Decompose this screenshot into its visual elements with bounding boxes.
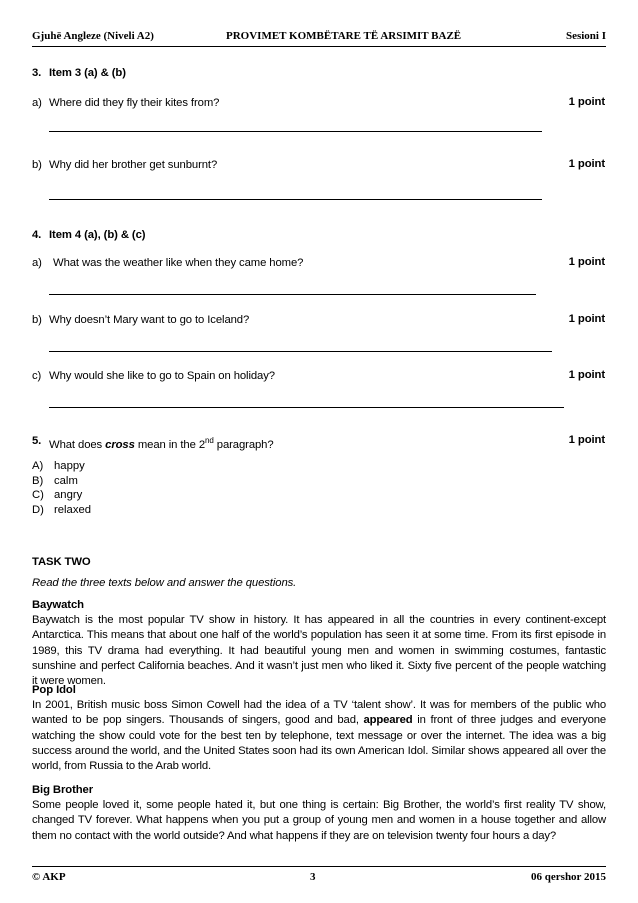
q3b-letter: b) (32, 159, 42, 171)
q4b-answer-line[interactable] (49, 351, 552, 352)
baywatch-text: Baywatch is the most popular TV show in history. It has appeared in all the countries in every continent-except Antarctica. This means that about one half of the world’s population has seen it at some time. From its first episode in 1989, this TV drama had everything. It had beautiful young men and women in swimming costumes, fantastic sunshine and perfect California beaches. And it wasn’t just men who liked it. Sixty five percent of the people watching it were women. (32, 614, 606, 688)
footer-rule (32, 866, 606, 867)
q3a-points: 1 point (568, 96, 605, 108)
q5-option-c[interactable]: C) angry (32, 489, 83, 501)
task-two-instruction: Read the three texts below and answer the questions. (32, 577, 297, 589)
q3b-answer-line[interactable] (49, 199, 542, 200)
popidol-bold-word: appeared (363, 714, 413, 727)
q3b-question: Why did her brother get sunburnt? (49, 159, 218, 171)
q4c-letter: c) (32, 370, 42, 382)
bigbrother-title: Big Brother (32, 784, 94, 796)
bigbrother-text: Some people loved it, some people hated it, but one thing is certain: Big Brother, the world’s first reality TV show, changed TV forever. What happens when you put a group of young men and women in a house together and allow them no contact with the world outside? And what happens if they are on television twenty four hours a day? (32, 799, 606, 842)
q4c-points: 1 point (568, 369, 605, 381)
q4b-letter: b) (32, 314, 42, 326)
q4-heading: Item 4 (a), (b) & (c) (49, 229, 146, 241)
q5-option-b[interactable]: B) calm (32, 474, 78, 487)
q5-points: 1 point (568, 434, 605, 446)
q5-question: What does cross mean in the 2nd paragraph? (49, 436, 274, 451)
q4b-question: Why doesn’t Mary want to go to Iceland? (49, 314, 250, 326)
q5-number: 5. (32, 435, 42, 447)
footer-page-number: 3 (310, 871, 316, 883)
footer-copyright: © AKP (32, 871, 66, 883)
q3-number: 3. (32, 67, 42, 79)
q4a-answer-line[interactable] (49, 294, 536, 295)
task-two-title: TASK TWO (32, 556, 91, 568)
page-footer (32, 871, 606, 887)
baywatch-title: Baywatch (32, 599, 84, 611)
q3-heading: Item 3 (a) & (b) (49, 67, 126, 79)
header-subject: Gjuhë Angleze (Niveli A2) (32, 30, 154, 42)
q4a-question: What was the weather like when they came home? (53, 257, 304, 269)
header-exam-title: PROVIMET KOMBËTARE TË ARSIMIT BAZË (226, 30, 462, 42)
q3b-points: 1 point (568, 158, 605, 170)
footer-date: 06 qershor 2015 (531, 871, 606, 883)
popidol-title: Pop Idol (32, 684, 76, 696)
q4c-question: Why would she like to go to Spain on holiday? (49, 370, 275, 382)
q5-key-word: cross (105, 438, 135, 451)
header-session: Sesioni I (565, 30, 606, 42)
q3a-answer-line[interactable] (49, 131, 542, 132)
q4a-points: 1 point (568, 256, 605, 268)
q5-option-d[interactable]: D) relaxed (32, 503, 92, 516)
q3a-letter: a) (32, 97, 42, 109)
q4-number: 4. (32, 229, 42, 241)
header-rule (32, 46, 606, 47)
popidol-text: In 2001, British music boss Simon Cowell had the idea of a TV ‘talent show’. It was for members of the public who wanted to be pop singers. Thousands of singers, good and bad, appeared in front of three judges and everyone watching the show could vote for the best ten by telephone, text message or over the internet. The idea was a big success around the world, and the United States soon had its own American Idol. Similar shows appeared all over the world, from Russia to the Arab world. (32, 699, 607, 773)
page-header (32, 30, 606, 46)
q4c-answer-line[interactable] (49, 407, 564, 408)
q4a-letter: a) (32, 257, 42, 269)
q4b-points: 1 point (568, 313, 605, 325)
q3a-question: Where did they fly their kites from? (49, 97, 220, 109)
q5-option-a[interactable]: A) happy (32, 460, 85, 472)
